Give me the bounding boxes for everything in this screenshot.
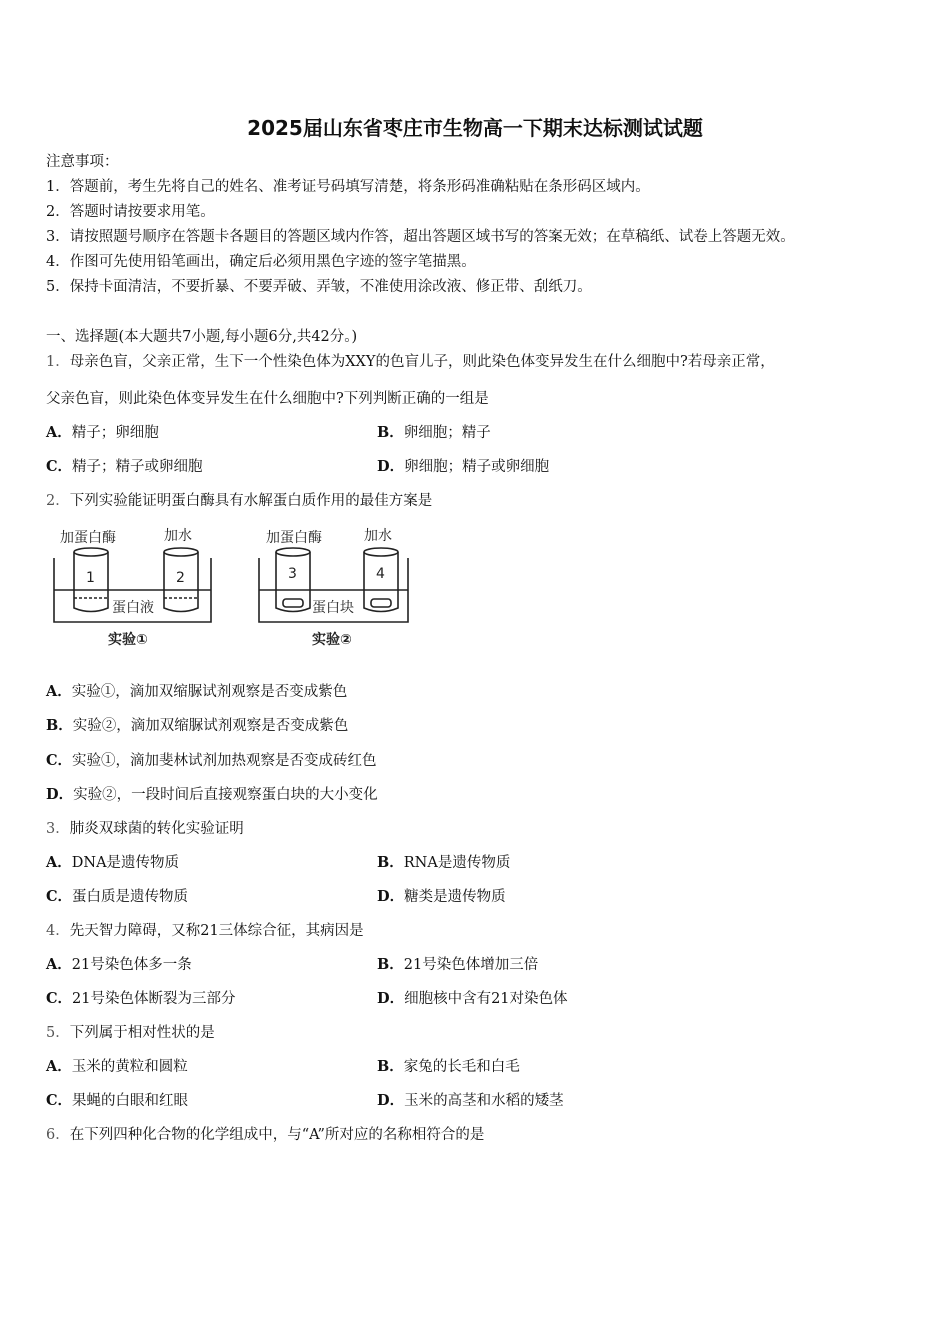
option-c[interactable]: C．果蝇的白眼和红眼 <box>46 1092 189 1109</box>
question-text: 先天智力障碍，又称21三体综合征，其病因是 <box>69 923 364 939</box>
question-6 <box>46 1125 484 1145</box>
notice-item: 3．请按照题号顺序在答题卡各题目的答题区域内作答，超出答题区域书写的答案无效；在草稿纸、试卷上答题无效。 <box>46 229 795 245</box>
tube-4-number: 4 <box>376 566 385 582</box>
option-a[interactable]: A．实验①，滴加双缩脲试剂观察是否变成紫色 <box>46 683 348 700</box>
exp1-medium-label: 蛋白液 <box>112 600 154 616</box>
question-number: 4． <box>46 923 70 939</box>
tube-1-number: 1 <box>86 570 95 586</box>
question-text: 下列属于相对性状的是 <box>69 1025 215 1041</box>
notice-heading: 注意事项： <box>46 154 119 170</box>
option-d[interactable]: D．卵细胞；精子或卵细胞 <box>377 458 550 475</box>
exp2-medium-label: 蛋白块 <box>312 600 354 616</box>
question-number: 3． <box>46 821 70 837</box>
question-1-cont: 父亲色盲，则此染色体变异发生在什么细胞中?下列判断正确的一组是 <box>46 391 489 407</box>
option-c[interactable]: C．实验①，滴加斐林试剂加热观察是否变成砖红色 <box>46 752 377 769</box>
exp2-enzyme-label: 加蛋白酶 <box>266 530 322 546</box>
option-d[interactable]: D．细胞核中含有21对染色体 <box>377 990 568 1007</box>
option-c[interactable]: C．21号染色体断裂为三部分 <box>46 990 236 1007</box>
tube-2-number: 2 <box>176 570 185 586</box>
exp1-caption: 实验① <box>108 632 148 648</box>
option-a[interactable]: A．DNA是遗传物质 <box>46 854 180 871</box>
notice-item: 4．作图可先使用铅笔画出，确定后必须用黑色字迹的签字笔描黑。 <box>46 254 476 270</box>
notice-item: 5．保持卡面清洁，不要折暴、不要弄破、弄皱，不准使用涂改液、修正带、刮纸刀。 <box>46 279 592 295</box>
option-b[interactable]: B．21号染色体增加三倍 <box>377 956 539 973</box>
option-c[interactable]: C．蛋白质是遗传物质 <box>46 888 189 905</box>
exp1-water-label: 加水 <box>164 528 192 544</box>
exp2-water-label: 加水 <box>364 528 392 544</box>
question-number: 6． <box>46 1127 70 1143</box>
tube-3-number: 3 <box>288 566 297 582</box>
notice-item: 2．答题时请按要求用笔。 <box>46 204 215 220</box>
option-b[interactable]: B．卵细胞；精子 <box>377 424 491 441</box>
question-text: 母亲色盲，父亲正常，生下一个性染色体为XXY的色盲儿子，则此染色体变异发生在什么细胞中?若母亲正常， <box>69 354 775 370</box>
question-3 <box>46 819 244 839</box>
option-d[interactable]: D．玉米的高茎和水稻的矮茎 <box>377 1092 564 1109</box>
page-title: 2025届山东省枣庄市生物高一下期末达标测试试题 <box>247 116 703 140</box>
protein-block-4 <box>371 599 391 607</box>
notice-item: 1．答题前，考生先将自己的姓名、准考证号码填写清楚，将条形码准确粘贴在条形码区域内。 <box>46 179 650 195</box>
protein-block-3 <box>283 599 303 607</box>
option-d[interactable]: D．糖类是遗传物质 <box>377 888 506 905</box>
question-2 <box>46 491 432 511</box>
option-a[interactable]: A．玉米的黄粒和圆粒 <box>46 1058 188 1075</box>
option-b[interactable]: B．RNA是遗传物质 <box>377 854 511 871</box>
question-number: 1． <box>46 354 70 370</box>
question-5 <box>46 1023 215 1043</box>
question-text: 肺炎双球菌的转化实验证明 <box>69 821 244 837</box>
option-a[interactable]: A．精子；卵细胞 <box>46 424 159 441</box>
option-b[interactable]: B．家兔的长毛和白毛 <box>377 1058 520 1075</box>
section-heading: 一、选择题(本大题共7小题,每小题6分,共42分。) <box>46 329 358 345</box>
question-1 <box>46 352 775 372</box>
question-text: 在下列四种化合物的化学组成中，与“A”所对应的名称相符合的是 <box>69 1127 485 1143</box>
option-b[interactable]: B．实验②，滴加双缩脲试剂观察是否变成紫色 <box>46 717 349 734</box>
question-text: 下列实验能证明蛋白酶具有水解蛋白质作用的最佳方案是 <box>69 493 433 509</box>
experiment-figure <box>46 520 426 655</box>
question-number: 5． <box>46 1025 70 1041</box>
exp2-caption: 实验② <box>312 632 352 648</box>
option-c[interactable]: C．精子；精子或卵细胞 <box>46 458 203 475</box>
exp1-enzyme-label: 加蛋白酶 <box>60 530 116 546</box>
question-number: 2． <box>46 493 70 509</box>
question-4 <box>46 921 364 941</box>
option-a[interactable]: A．21号染色体多一条 <box>46 956 192 973</box>
option-d[interactable]: D．实验②，一段时间后直接观察蛋白块的大小变化 <box>46 786 378 803</box>
